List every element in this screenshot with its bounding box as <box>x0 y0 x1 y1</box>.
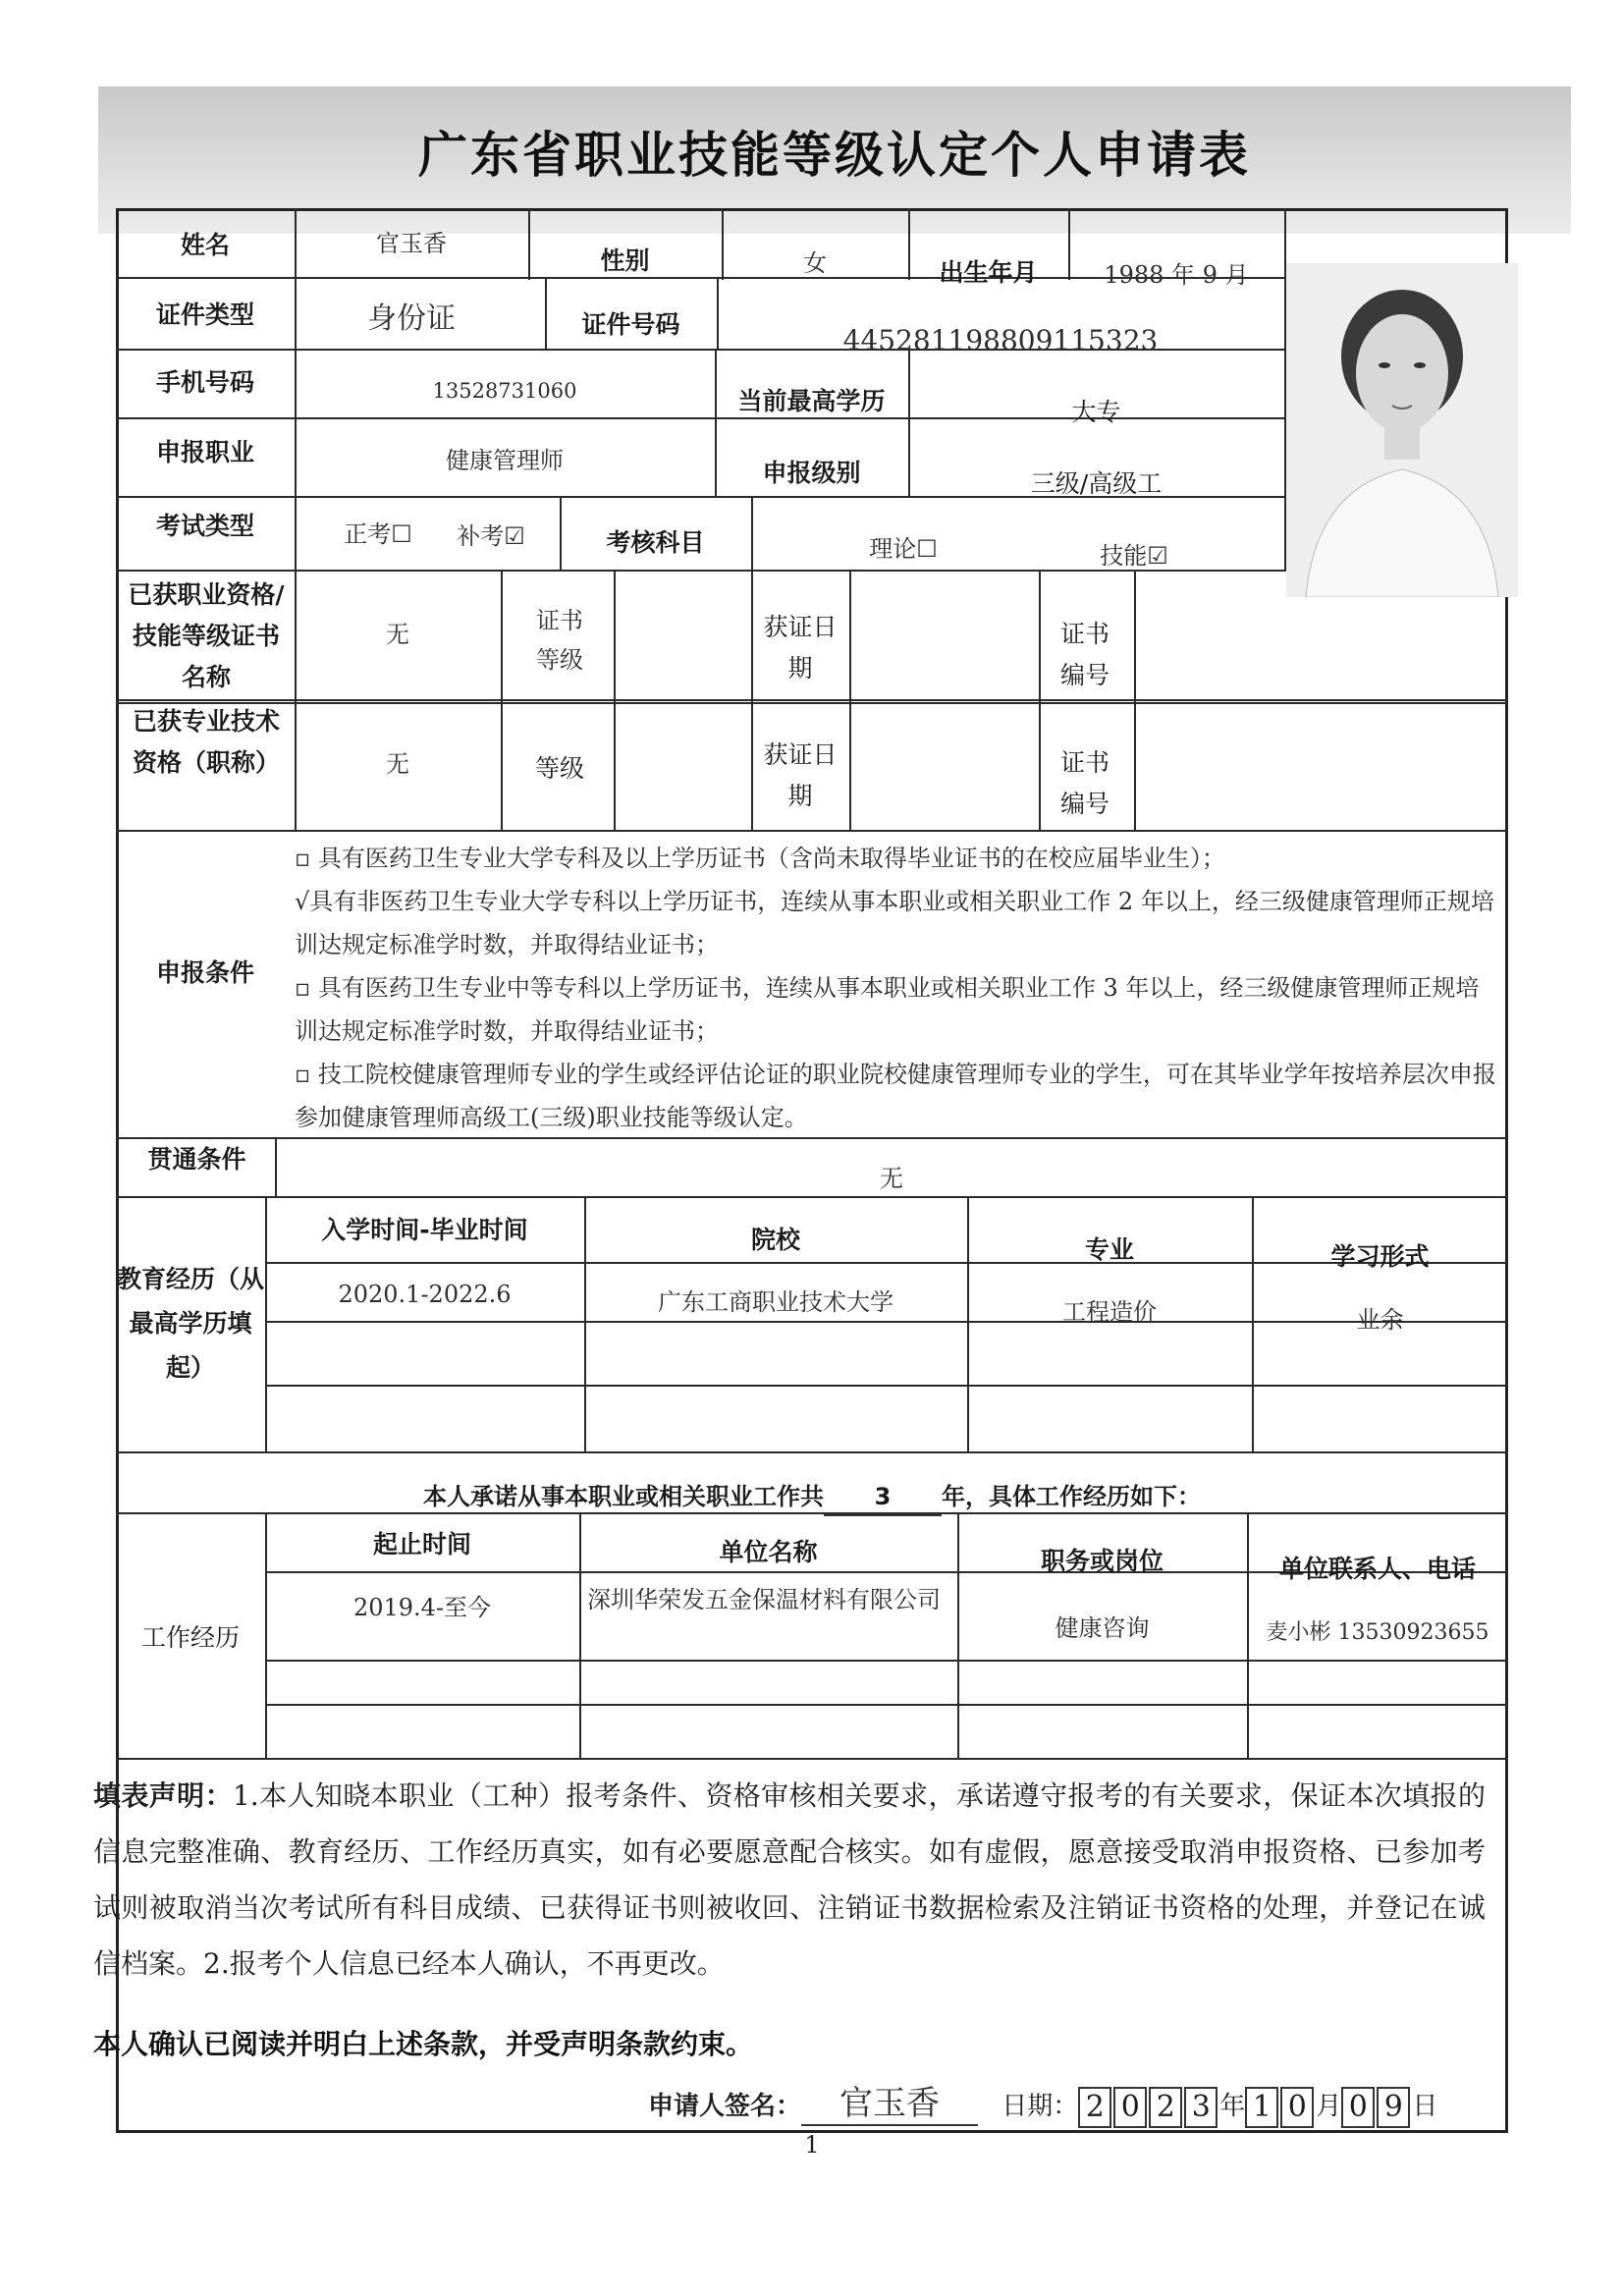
day-digit[interactable]: 9 <box>1377 2087 1410 2128</box>
col-divider <box>751 496 753 570</box>
declaration-confirm: 本人确认已阅读并明白上述条款，并受声明条款约束。 <box>93 2028 754 2060</box>
row-divider <box>116 699 1508 701</box>
condition-item[interactable]: ▫ 具有医药卫生专业中等专科以上学历证书，连续从事本职业或相关职业工作 3 年以上，经三级健康管理师正规培训达规定标准学时数，并取得结业证书； <box>295 974 1480 1045</box>
exam-type-normal-checkbox[interactable]: 正考☐ <box>344 520 412 548</box>
signature-name[interactable]: 官玉香 <box>801 2076 978 2126</box>
level-value[interactable]: 三级/高级工 <box>1030 469 1163 498</box>
job-value[interactable]: 健康管理师 <box>446 447 564 474</box>
applicant-photo <box>1286 263 1518 597</box>
subject-skill-checkbox[interactable]: 技能☑ <box>1100 542 1168 570</box>
id-type-value[interactable]: 身份证 <box>367 301 456 336</box>
work-row-contact[interactable]: 麦小彬 13530923655 <box>1266 1620 1489 1645</box>
pledge-suffix: 年，具体工作经历如下： <box>942 1483 1201 1510</box>
work-row-company[interactable]: 深圳华荣发五金保温材料有限公司 <box>587 1586 941 1613</box>
signature-row <box>648 2076 1512 2123</box>
vocational-cert-label: 已获职业资格/技能等级证书名称 <box>128 580 285 691</box>
form-title: 广东省职业技能等级认定个人申请表 <box>418 127 1251 184</box>
declaration-heading: 填表声明： <box>93 1779 233 1812</box>
condition-item[interactable]: ▫ 技工院校健康管理师专业的学生或经评估论证的职业院校健康管理师专业的学生，可在其毕业学年按培养层次申报参加健康管理师高级工(三级)职业技能等级认定。 <box>295 1061 1496 1131</box>
tech-title-label: 已获专业技术资格（职称） <box>132 707 280 777</box>
work-header-contact: 单位联系人、电话 <box>1278 1555 1476 1583</box>
declaration-body: 1.本人知晓本职业（工种）报考条件、资格审核相关要求，承诺遵守报考的有关要求，保证本次填报的信息完整准确、教育经历、工作经历真实，如有必要愿意配合核实。如有虚假，愿意接受取消申报资格、已参加考试则被取消当次考试所有科目成绩、已获得证书则被收回、注销证书数据检索及注销证书资格的处理，并登记在诚信档案。2.报考个人信息已经本人确认，不再更改。 <box>93 1779 1486 1980</box>
through-label: 贯通条件 <box>147 1145 246 1174</box>
day-unit: 日 <box>1412 2092 1438 2121</box>
date-label: 日期： <box>1001 2092 1079 2121</box>
exam-type-label: 考试类型 <box>155 512 254 540</box>
name-value[interactable]: 官玉香 <box>376 230 447 257</box>
row-divider <box>116 1196 1508 1198</box>
edu-row-period[interactable]: 2020.1-2022.6 <box>338 1281 512 1308</box>
page-number: 1 <box>804 2131 820 2159</box>
edu-row-mode[interactable]: 业余 <box>1356 1306 1404 1334</box>
cert-date-label: 获证日期 <box>763 613 838 683</box>
phone-value[interactable]: 13528731060 <box>432 379 577 403</box>
work-header-company: 单位名称 <box>719 1538 818 1566</box>
edu-row-school[interactable]: 广东工商职业技术大学 <box>658 1288 893 1316</box>
conditions-list <box>295 837 1502 1139</box>
id-no-value[interactable]: 445281198809115323 <box>842 324 1159 356</box>
birth-value[interactable]: 1988 年 9 月 <box>1104 261 1249 289</box>
phone-label: 手机号码 <box>155 368 254 397</box>
condition-item[interactable]: ▫ 具有医药卫生专业大学专科及以上学历证书（含尚未取得毕业证书的在校应届毕业生）； <box>295 845 1225 872</box>
subject-label: 考核科目 <box>606 528 705 557</box>
year-digit[interactable]: 3 <box>1184 2087 1218 2128</box>
exam-type-makeup-checkbox[interactable]: 补考☑ <box>457 522 525 550</box>
row-divider <box>116 702 1508 704</box>
pledge-prefix: 本人承诺从事本职业或相关职业工作共 <box>423 1483 824 1510</box>
tech-level-label: 等级 <box>534 754 584 783</box>
subject-theory-checkbox[interactable]: 理论☐ <box>869 535 938 563</box>
year-digit[interactable]: 2 <box>1149 2087 1182 2128</box>
year-digit[interactable]: 2 <box>1078 2087 1111 2128</box>
edu-header-major: 专业 <box>1084 1235 1134 1264</box>
year-unit: 年 <box>1219 2092 1246 2121</box>
tech-date-label: 获证日期 <box>763 740 838 810</box>
row-divider <box>116 830 1508 832</box>
cert-no-label: 证书编号 <box>1059 620 1110 689</box>
work-header-position: 职务或岗位 <box>1040 1547 1164 1575</box>
work-pledge <box>116 1481 1508 1516</box>
year-digit[interactable]: 0 <box>1113 2087 1147 2128</box>
edu-header-mode: 学习形式 <box>1330 1242 1430 1271</box>
edu-row-major[interactable]: 工程造价 <box>1062 1298 1157 1326</box>
tech-title-value[interactable]: 无 <box>386 750 409 778</box>
education-value[interactable]: 大专 <box>1071 398 1121 426</box>
work-history-label: 工作经历 <box>140 1623 240 1652</box>
month-digit[interactable]: 0 <box>1280 2087 1314 2128</box>
birth-label: 出生年月 <box>939 258 1038 287</box>
row-divider <box>116 1451 1508 1453</box>
pledge-years[interactable]: 3 <box>824 1481 942 1516</box>
edu-header-period: 入学时间-毕业时间 <box>321 1216 528 1244</box>
row-divider <box>265 1660 1508 1662</box>
id-no-label: 证件号码 <box>581 310 680 339</box>
work-row-position[interactable]: 健康咨询 <box>1055 1614 1150 1642</box>
row-divider <box>116 1758 1508 1760</box>
month-digit[interactable]: 1 <box>1245 2087 1278 2128</box>
education-history-label: 教育经历（从最高学历填起） <box>116 1265 264 1382</box>
edu-header-school: 院校 <box>750 1226 800 1254</box>
day-digit[interactable]: 0 <box>1341 2087 1375 2128</box>
gender-label: 性别 <box>600 246 650 275</box>
month-unit: 月 <box>1316 2092 1342 2121</box>
tech-no-label: 证书编号 <box>1059 748 1110 818</box>
gender-value[interactable]: 女 <box>803 249 827 277</box>
job-label: 申报职业 <box>155 438 254 466</box>
cert-level-label: 证书等级 <box>536 607 583 674</box>
row-divider <box>265 1385 1508 1387</box>
through-value[interactable]: 无 <box>880 1165 903 1192</box>
condition-item[interactable]: √具有非医药卫生专业大学专科以上学历证书，连续从事本职业或相关职业工作 2 年以上，经三级健康管理师正规培训达规定标准学时数，并取得结业证书； <box>295 888 1494 958</box>
row-divider <box>265 1704 1508 1706</box>
conditions-label: 申报条件 <box>155 958 254 987</box>
signature-label: 申请人签名： <box>648 2092 802 2121</box>
level-label: 申报级别 <box>762 459 861 487</box>
id-type-label: 证件类型 <box>155 301 254 329</box>
declaration <box>93 1768 1486 1992</box>
work-row-period[interactable]: 2019.4-至今 <box>352 1594 492 1621</box>
vocational-cert-value[interactable]: 无 <box>386 621 409 648</box>
education-label: 当前最高学历 <box>737 387 886 415</box>
work-header-period: 起止时间 <box>372 1530 471 1558</box>
name-label: 姓名 <box>180 231 230 259</box>
